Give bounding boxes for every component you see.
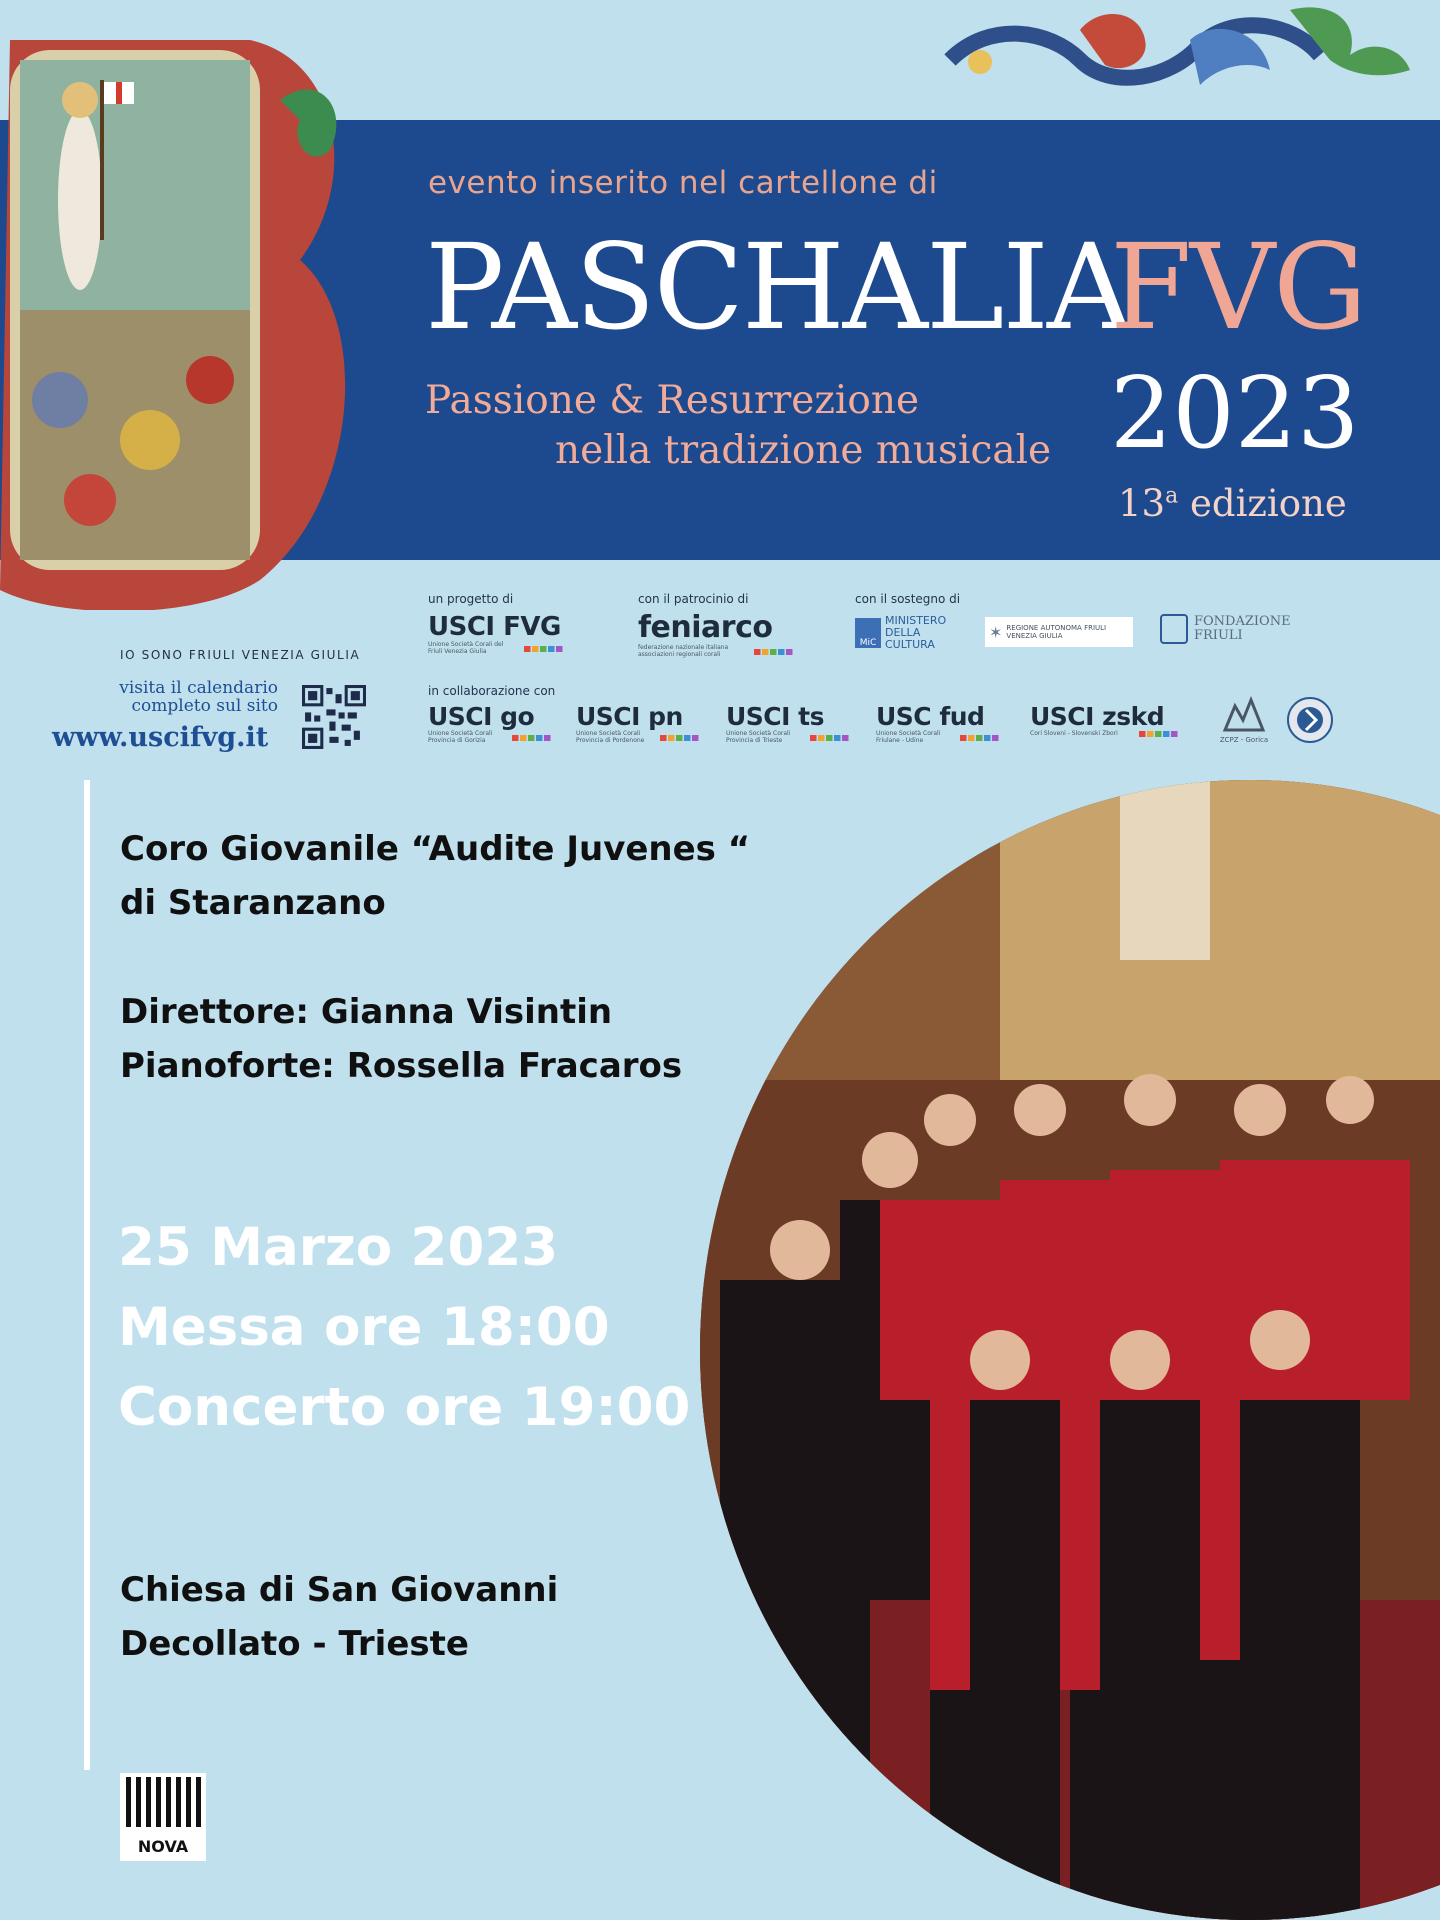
feniarco-name: feniarco bbox=[638, 610, 773, 645]
edition-word: edizione bbox=[1189, 482, 1347, 525]
usci-ts-logo bbox=[726, 702, 856, 745]
fondazione-name: FONDAZIONE FRIULI bbox=[1194, 613, 1291, 643]
schedule bbox=[118, 1208, 690, 1448]
edition-number: 13 bbox=[1118, 482, 1166, 525]
venue bbox=[120, 1563, 558, 1671]
collaborazione-label: in collaborazione con bbox=[428, 684, 556, 698]
venue-line-2: Decollato - Trieste bbox=[120, 1624, 469, 1664]
usci-dots-icon bbox=[524, 646, 564, 652]
usci-zskd-logo bbox=[1030, 702, 1190, 738]
choir-photo bbox=[700, 780, 1440, 1920]
zcpz-icon bbox=[1221, 696, 1267, 732]
fvg-title: FVG bbox=[1110, 218, 1366, 356]
year-title: 2023 bbox=[1110, 357, 1360, 471]
scroll-ornament-image bbox=[930, 0, 1430, 125]
illuminated-initial-image bbox=[0, 20, 370, 610]
visita-line-2: completo sul sito bbox=[131, 695, 278, 716]
sostegno-label: con il sostegno di bbox=[855, 592, 961, 606]
qr-code-icon[interactable] bbox=[302, 685, 366, 749]
mass-time-text: Messa ore 18:00 bbox=[118, 1297, 610, 1358]
usci-pn-name: USCI pn bbox=[576, 702, 683, 731]
edition-text bbox=[1118, 482, 1347, 525]
piano-text: Pianoforte: Rossella Fracaros bbox=[120, 1046, 683, 1086]
usci-zskd-sub: Cori Sloveni - Slovenski Zbori bbox=[1030, 730, 1118, 737]
usci-ts-dots-icon bbox=[810, 735, 850, 741]
usc-fud-logo bbox=[876, 702, 1011, 745]
usci-pn-logo bbox=[576, 702, 706, 745]
progetto-label: un progetto di bbox=[428, 592, 514, 606]
ministero-name: MINISTERO DELLA CULTURA bbox=[885, 614, 947, 652]
nova-text: NOVA bbox=[137, 1837, 189, 1856]
io-sono-fvg-logo: IO SONO FRIULI VENEZIA GIULIA bbox=[120, 648, 361, 662]
usci-go-sub: Unione Società Corali Provincia di Gorizia bbox=[428, 730, 493, 744]
regione-fvg-logo bbox=[985, 617, 1133, 647]
usci-zskd-name: USCI zskd bbox=[1030, 702, 1165, 731]
evento-inserito-text: evento inserito nel cartellone di bbox=[428, 165, 938, 201]
zcpz-logo bbox=[1212, 696, 1276, 744]
credits bbox=[120, 985, 682, 1093]
usci-pn-sub: Unione Società Corali Provincia di Pordenone bbox=[576, 730, 645, 744]
usci-ts-name: USCI ts bbox=[726, 702, 824, 731]
audite-nova-logo bbox=[120, 1773, 206, 1861]
venue-line-1: Chiesa di San Giovanni bbox=[120, 1570, 559, 1610]
eagle-icon: ✶ bbox=[989, 622, 1003, 642]
usci-go-name: USCI go bbox=[428, 702, 535, 731]
usci-zskd-dots-icon bbox=[1139, 731, 1179, 737]
vertical-divider bbox=[84, 780, 90, 1770]
ministero-logo bbox=[855, 615, 975, 651]
usci-fvg-sub: Unione Società Corali del Friuli Venezia Giulia bbox=[428, 641, 504, 655]
director-text: Direttore: Gianna Visintin bbox=[120, 992, 613, 1032]
barcode-icon bbox=[120, 1773, 206, 1833]
paschalia-title: PASCHALIA bbox=[425, 218, 1131, 356]
subtitle-line-2: nella tradizione musicale bbox=[555, 428, 1052, 473]
edition-superscript: a bbox=[1165, 483, 1179, 509]
date-text: 25 Marzo 2023 bbox=[118, 1217, 559, 1278]
usci-go-dots-icon bbox=[512, 735, 552, 741]
choir-line-1: Coro Giovanile “Audite Juvenes “ bbox=[120, 829, 751, 869]
usci-go-logo bbox=[428, 702, 558, 745]
patrocinio-label: con il patrocinio di bbox=[638, 592, 749, 606]
choir-name bbox=[120, 822, 750, 930]
feniarco-logo bbox=[638, 610, 808, 659]
mic-icon: MiC bbox=[855, 618, 881, 648]
choir-seal-icon bbox=[1286, 696, 1334, 744]
zcpz-name: ZCPZ - Gorica bbox=[1219, 736, 1269, 744]
visita-calendario-text bbox=[118, 680, 278, 716]
usc-fud-sub: Unione Società Corali Friulane - Udine bbox=[876, 730, 941, 744]
feniarco-dots-icon bbox=[754, 649, 794, 655]
usci-ts-sub: Unione Società Corali Provincia di Trieste bbox=[726, 730, 791, 744]
usci-pn-dots-icon bbox=[660, 735, 700, 741]
fondazione-friuli-logo bbox=[1160, 614, 1310, 644]
usc-fud-name: USC fud bbox=[876, 702, 985, 731]
choir-line-2: di Staranzano bbox=[120, 883, 386, 923]
regione-name: REGIONE AUTONOMA FRIULI VENEZIA GIULIA bbox=[1006, 623, 1107, 640]
usc-fud-dots-icon bbox=[960, 735, 1000, 741]
fondazione-icon bbox=[1160, 614, 1188, 644]
website-link[interactable]: www.uscifvg.it bbox=[52, 722, 269, 753]
subtitle-line-1: Passione & Resurrezione bbox=[425, 378, 920, 423]
concert-time-text: Concerto ore 19:00 bbox=[118, 1377, 691, 1438]
usci-fvg-logo bbox=[428, 612, 578, 656]
feniarco-sub: federazione nazionale italiana associazioni regionali corali bbox=[638, 644, 729, 658]
visita-line-1: visita il calendario bbox=[119, 678, 278, 698]
usci-fvg-name: USCI FVG bbox=[428, 612, 561, 642]
